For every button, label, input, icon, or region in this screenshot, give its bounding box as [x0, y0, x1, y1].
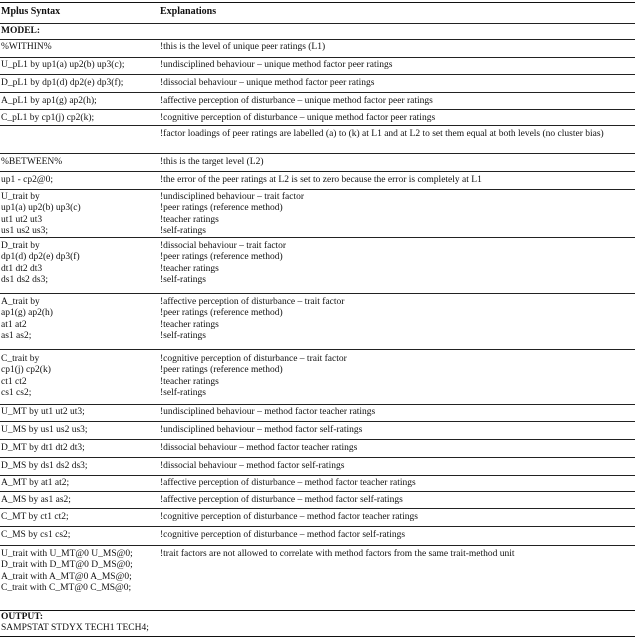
model-rule — [0, 39, 635, 40]
explanation-cell — [160, 478, 632, 489]
syntax-cell — [1, 297, 151, 342]
explanation-line: !affective perception of disturbance – unique method factor peer ratings — [160, 96, 433, 106]
row-rule — [0, 171, 635, 172]
explanation-line: !teacher ratings — [160, 214, 219, 225]
explanation-line: !teacher ratings — [160, 376, 219, 387]
explanation-cell — [160, 549, 632, 560]
row-rule — [0, 237, 635, 238]
explanation-cell — [160, 129, 632, 140]
syntax-line: ds1 ds2 ds3; — [1, 274, 48, 285]
explanation-line: !cognitive perception of disturbance – method factor self-ratings — [160, 530, 406, 540]
syntax-line: ut1 ut2 ut3 — [1, 214, 43, 225]
explanation-cell — [160, 495, 632, 506]
syntax-cell — [1, 530, 151, 541]
syntax-cell — [1, 113, 151, 124]
syntax-line: ct1 ct2 — [1, 376, 27, 387]
explanation-cell — [160, 425, 632, 436]
bottom-rule — [0, 636, 635, 637]
syntax-line: up1 - cp2@0; — [1, 175, 54, 185]
explanation-line: !this is the target level (L2) — [160, 157, 264, 167]
explanation-line: !teacher ratings — [160, 263, 219, 274]
explanation-cell — [160, 297, 632, 342]
explanation-line: !undisciplined behaviour – method factor teacher ratings — [160, 407, 376, 417]
syntax-line: C_MT by ct1 ct2; — [1, 512, 69, 522]
output-rule — [0, 610, 635, 611]
explanation-line: !cognitive perception of disturbance – trait factor — [160, 354, 347, 364]
syntax-line: C_pL1 by cp1(j) cp2(k); — [1, 113, 95, 123]
syntax-cell — [1, 157, 151, 168]
syntax-cell — [1, 241, 151, 286]
row-rule — [0, 92, 635, 93]
explanation-line: !undisciplined behaviour – trait factor — [160, 192, 305, 202]
syntax-line: %WITHIN% — [1, 42, 52, 52]
syntax-cell — [1, 192, 151, 237]
explanation-line: !affective perception of disturbance – trait factor — [160, 297, 345, 307]
explanation-cell — [160, 530, 632, 541]
row-rule — [0, 153, 635, 154]
explanation-line: !dissocial behaviour – unique method factor peer ratings — [160, 78, 375, 88]
syntax-line: %BETWEEN% — [1, 157, 63, 167]
row-rule — [0, 189, 635, 190]
row-rule — [0, 404, 635, 405]
explanation-line: !trait factors are not allowed to correlate with method factors from the same trait-method unit — [160, 549, 515, 559]
syntax-line: at1 at2 — [1, 319, 27, 330]
syntax-line: D_trait by — [1, 241, 40, 251]
row-rule — [0, 475, 635, 476]
explanation-line: !dissocial behaviour – method factor self-ratings — [160, 461, 345, 471]
syntax-line: ap1(g) ap2(h) — [1, 308, 53, 319]
syntax-cell — [1, 175, 151, 186]
syntax-line: D_pL1 by dp1(d) dp2(e) dp3(f); — [1, 78, 124, 88]
row-rule — [0, 457, 635, 458]
syntax-line: C_trait by — [1, 354, 40, 364]
syntax-cell — [1, 96, 151, 107]
syntax-line: A_trait with A_MT@0 A_MS@0; — [1, 571, 132, 582]
row-rule — [0, 545, 635, 546]
syntax-line: dt1 dt2 dt3 — [1, 263, 43, 274]
syntax-cell — [1, 461, 151, 472]
syntax-line: cp1(j) cp2(k) — [1, 365, 51, 376]
row-rule — [0, 491, 635, 492]
syntax-cell — [1, 549, 151, 594]
explanation-line: !self-ratings — [160, 330, 206, 341]
syntax-cell — [1, 443, 151, 454]
header-rule — [0, 23, 635, 24]
explanation-line: !cognitive perception of disturbance – method factor teacher ratings — [160, 512, 418, 522]
syntax-line: U_MS by us1 us2 us3; — [1, 425, 88, 435]
syntax-cell — [1, 354, 151, 399]
syntax-line: U_MT by ut1 ut2 ut3; — [1, 407, 85, 417]
explanation-line: !dissocial behaviour – method factor teacher ratings — [160, 443, 358, 453]
syntax-line: us1 us2 us3; — [1, 225, 48, 236]
explanation-cell — [160, 113, 632, 124]
row-rule — [0, 109, 635, 110]
explanation-cell — [160, 407, 632, 418]
syntax-line: cs1 cs2; — [1, 387, 32, 398]
explanation-cell — [160, 443, 632, 454]
syntax-cell — [1, 42, 151, 53]
explanation-line: !peer ratings (reference method) — [160, 365, 283, 376]
syntax-line: as1 as2; — [1, 330, 32, 341]
explanation-cell — [160, 241, 632, 286]
explanation-cell — [160, 175, 632, 186]
row-rule — [0, 526, 635, 527]
syntax-table: Mplus Syntax Explanations MODEL: %WITHIN% !this is the level of unique peer ratings (L1) U_pL1 by up1(a) up2(b) up3(c); !undisciplined behaviour – unique method factor peer ratings D_pL1 by dp1(d) dp2(e) dp3(f); !dissocial behaviour – unique method factor peer ratings A_pL1 by ap1(g) ap2(h); !affective perception of disturbance – unique method factor peer ratings C_pL1 by cp1(j) cp2(k); !cognitive perception of disturbance – unique method factor peer ratings !factor loadings of peer ratings are labelled (a) to (k) at L1 and at L2 to set them equal at both levels (no cluster bias) %BETWEEN% !this is the target level (L2) up1 - cp2@0; !the error of the peer ratings at L2 is set to zero because the error is completely at L1 U_trait by up1(a) up2(b) up3(c) ut1 ut2 ut3 us1 us2 us3; !undisciplined behaviour – trait factor !peer ratings (reference method) !teacher ratings !self-ratings D_trait by dp1(d) dp2(e) dp3(f) dt1 dt2 dt3 ds1 ds2 ds3; !dissocial behaviour – trait factor !peer ratings (reference method) !teacher ratings !self-ratings A_trait by ap1(g) ap2(h) at1 at2 as1 as2; !affective perception of disturbance – trait factor !peer ratings (reference method) !teacher ratings !self-ratings C_trait by cp1(j) cp2(k) ct1 ct2 cs1 cs2; !cognitive perception of disturbance – trait factor !peer ratings (reference method) !teacher ratings !self-ratings U_MT by ut1 ut2 ut3; !undisciplined behaviour – method factor teacher ratings U_MS by us1 us2 us3; !undisciplined behaviour – method factor self-ratings D_MT by dt1 dt2 dt3; !dissocial behaviour – method factor teacher ratings D_MS by ds1 ds2 ds3; !dissocial behaviour – method factor self-ratings A_MT by at1 at2; !affective perception of disturbance – method factor teacher ratings A_MS by as1 as2; !affective perception of disturbance – method factor self-ratings C_MT by ct1 ct2; !cognitive perception of disturbance – method factor teacher ratings C_MS by cs1 cs2; !cognitive perception of disturbance – method factor self-ratings U_trait with U_MT@0 U_MS@0; D_trait with D_MT@0 D_MS@0; A_trait with A_MT@0 A_MS@0; C_trait with C_MT@0 C_MS@0; !trait factors are not allowed to correlate with method factors from the same trait-method unit OUTPUT: SAMPSTAT STDYX TECH1 TECH4; — [0, 0, 635, 640]
header-explanations: Explanations — [160, 6, 217, 17]
syntax-cell — [1, 425, 151, 436]
syntax-line: D_MS by ds1 ds2 ds3; — [1, 461, 88, 471]
syntax-line: A_pL1 by ap1(g) ap2(h); — [1, 96, 97, 106]
syntax-line: U_trait by — [1, 192, 40, 202]
syntax-line: A_MS by as1 as2; — [1, 495, 71, 505]
row-rule — [0, 57, 635, 58]
row-rule — [0, 439, 635, 440]
output-syntax: SAMPSTAT STDYX TECH1 TECH4; — [1, 623, 149, 633]
explanation-line: !affective perception of disturbance – method factor teacher ratings — [160, 478, 416, 488]
syntax-line: U_trait with U_MT@0 U_MS@0; — [1, 549, 133, 559]
row-rule — [0, 421, 635, 422]
explanation-cell — [160, 60, 632, 71]
explanation-line: !this is the level of unique peer ratings (L1) — [160, 42, 326, 52]
explanation-line: !self-ratings — [160, 387, 206, 398]
explanation-line: !cognitive perception of disturbance – unique method factor peer ratings — [160, 113, 436, 123]
explanation-line: !factor loadings of peer ratings are labelled (a) to (k) at L1 and at L2 to set them equal at both levels (no cluster bias) — [160, 129, 604, 139]
row-rule — [0, 349, 635, 350]
syntax-line: U_pL1 by up1(a) up2(b) up3(c); — [1, 60, 125, 70]
explanation-line: !dissocial behaviour – trait factor — [160, 241, 287, 251]
explanation-cell — [160, 461, 632, 472]
syntax-line: dp1(d) dp2(e) dp3(f) — [1, 252, 80, 263]
syntax-cell — [1, 512, 151, 523]
explanation-line: !undisciplined behaviour – unique method factor peer ratings — [160, 60, 393, 70]
syntax-line: C_trait with C_MT@0 C_MS@0; — [1, 582, 132, 593]
syntax-line: D_trait with D_MT@0 D_MS@0; — [1, 560, 133, 571]
syntax-line: D_MT by dt1 dt2 dt3; — [1, 443, 85, 453]
explanation-line: !peer ratings (reference method) — [160, 308, 283, 319]
syntax-cell — [1, 495, 151, 506]
explanation-line: !self-ratings — [160, 225, 206, 236]
explanation-cell — [160, 42, 632, 53]
explanation-line: !affective perception of disturbance – method factor self-ratings — [160, 495, 403, 505]
explanation-cell — [160, 78, 632, 89]
explanation-line: !the error of the peer ratings at L2 is set to zero because the error is completely at L1 — [160, 175, 482, 185]
explanation-line: !teacher ratings — [160, 319, 219, 330]
syntax-cell — [1, 407, 151, 418]
row-rule — [0, 74, 635, 75]
row-rule — [0, 125, 635, 126]
explanation-cell — [160, 192, 632, 237]
explanation-cell — [160, 96, 632, 107]
explanation-line: !undisciplined behaviour – method factor self-ratings — [160, 425, 363, 435]
explanation-cell — [160, 512, 632, 523]
explanation-line: !peer ratings (reference method) — [160, 203, 283, 214]
syntax-line: A_trait by — [1, 297, 40, 307]
syntax-line: C_MS by cs1 cs2; — [1, 530, 71, 540]
syntax-line: A_MT by at1 at2; — [1, 478, 70, 488]
explanation-line: !peer ratings (reference method) — [160, 252, 283, 263]
syntax-cell — [1, 478, 151, 489]
row-rule — [0, 508, 635, 509]
syntax-cell — [1, 60, 151, 71]
explanation-cell — [160, 354, 632, 399]
top-rule — [0, 2, 635, 3]
header-syntax: Mplus Syntax — [1, 6, 61, 17]
explanation-line: !self-ratings — [160, 274, 206, 285]
syntax-line: up1(a) up2(b) up3(c) — [1, 203, 81, 214]
syntax-cell — [1, 78, 151, 89]
row-rule — [0, 293, 635, 294]
explanation-cell — [160, 157, 632, 168]
